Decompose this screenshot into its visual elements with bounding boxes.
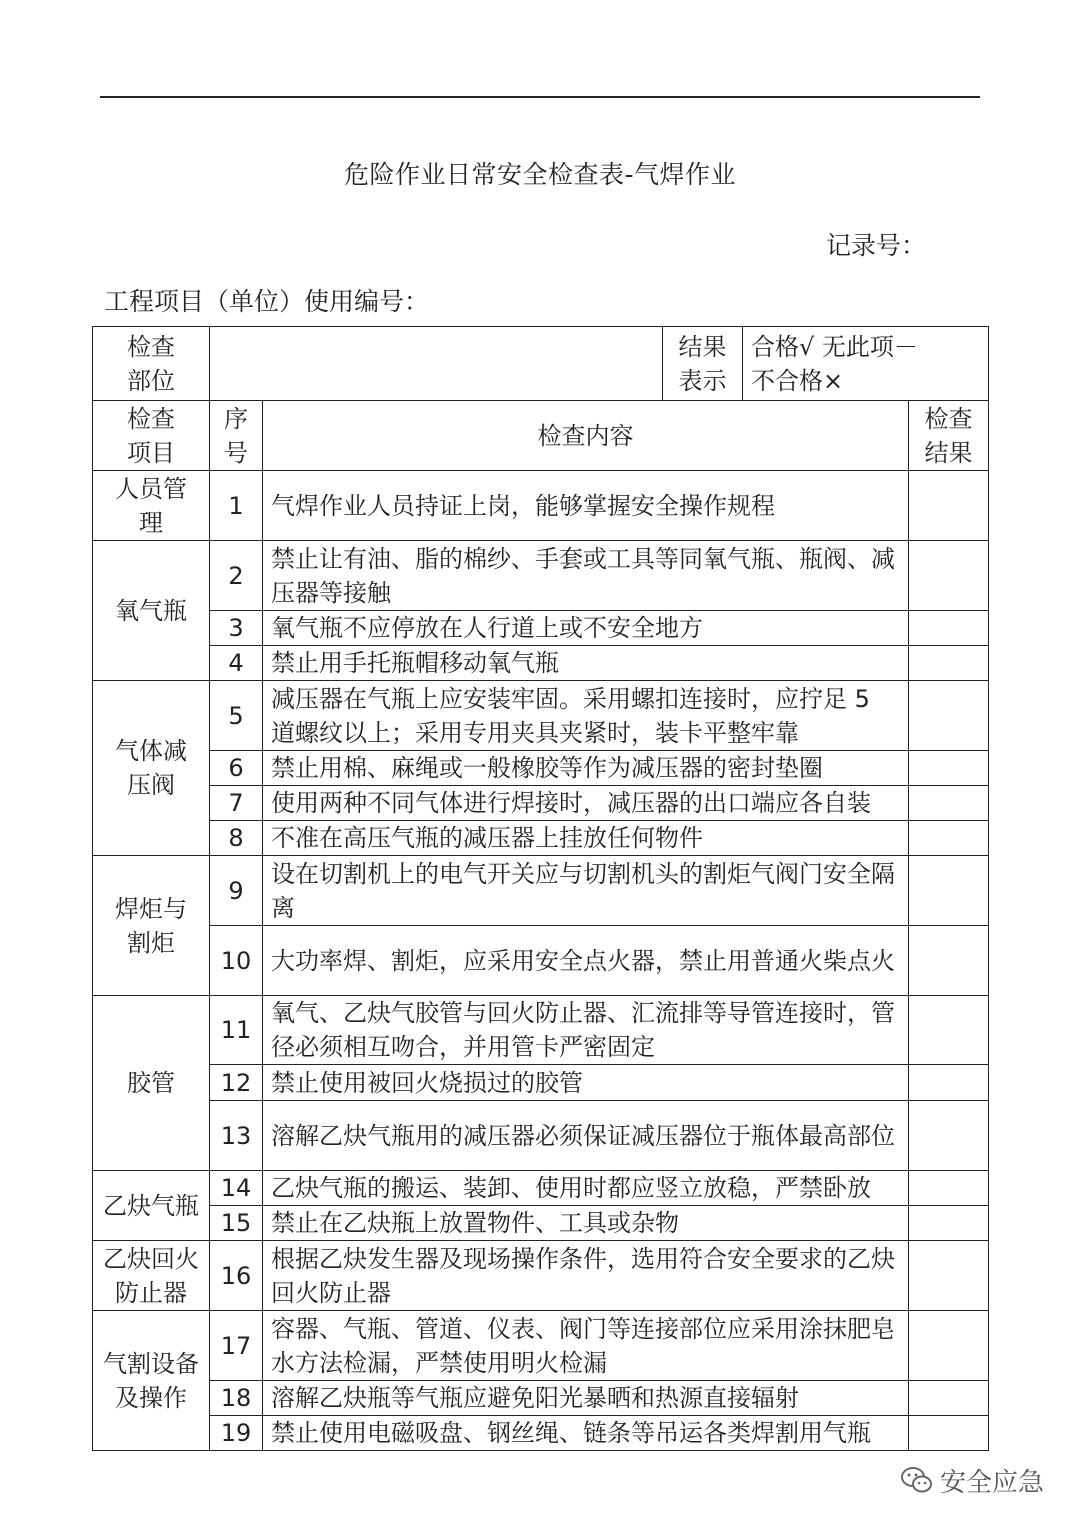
row-number: 5: [210, 681, 263, 751]
table-row: [93, 1171, 989, 1206]
table-row: [93, 1206, 989, 1241]
project-number-label: 工程项目（单位）使用编号：: [104, 287, 430, 316]
check-result-cell[interactable]: [909, 471, 989, 541]
watermark-text: 安全应急: [940, 1467, 1045, 1498]
top-rule: [100, 96, 980, 98]
table-row: [93, 751, 989, 786]
check-item-category: 人员管 理: [93, 471, 210, 541]
check-content: 禁止用棉、麻绳或一般橡胶等作为减压器的密封垫圈: [263, 751, 909, 786]
row-number: 10: [210, 926, 263, 996]
record-number-label: 记录号：: [826, 231, 927, 260]
check-item-category: 乙炔回火 防止器: [93, 1241, 210, 1311]
wechat-icon: [900, 1465, 934, 1495]
check-result-cell[interactable]: [909, 786, 989, 821]
row-number: 2: [210, 541, 263, 611]
check-result-cell[interactable]: [909, 1206, 989, 1241]
table-row: [93, 471, 989, 541]
check-item-category: 胶管: [93, 996, 210, 1171]
column-header-item: 检查 项目: [93, 401, 210, 471]
row-number: 18: [210, 1381, 263, 1416]
check-result-cell[interactable]: [909, 1065, 989, 1101]
result-legend: 合格√ 无此项－ 不合格×: [743, 327, 989, 401]
table-row: [93, 646, 989, 681]
check-content: 使用两种不同气体进行焊接时，减压器的出口端应各自装: [263, 786, 909, 821]
check-result-cell[interactable]: [909, 1416, 989, 1451]
check-content: 氧气瓶不应停放在人行道上或不安全地方: [263, 611, 909, 646]
check-content: 根据乙炔发生器及现场操作条件，选用符合安全要求的乙炔回火防止器: [263, 1241, 909, 1311]
check-result-cell[interactable]: [909, 996, 989, 1065]
check-item-category: 氧气瓶: [93, 541, 210, 681]
row-number: 11: [210, 996, 263, 1065]
watermark: [900, 1462, 1044, 1498]
table-row: [93, 821, 989, 856]
check-result-cell[interactable]: [909, 1101, 989, 1171]
table-row: [93, 1311, 989, 1381]
check-result-cell[interactable]: [909, 681, 989, 751]
check-content: 禁止在乙炔瓶上放置物件、工具或杂物: [263, 1206, 909, 1241]
inspection-table: [92, 326, 989, 1451]
check-content: 容器、气瓶、管道、仪表、阀门等连接部位应采用涂抹肥皂水方法检漏，严禁使用明火检漏: [263, 1311, 909, 1381]
check-result-cell[interactable]: [909, 1381, 989, 1416]
check-content: 乙炔气瓶的搬运、装卸、使用时都应竖立放稳，严禁卧放: [263, 1171, 909, 1206]
check-result-cell[interactable]: [909, 856, 989, 926]
column-header-content: 检查内容: [263, 401, 909, 471]
page-title: 危险作业日常安全检查表-气焊作业: [343, 160, 737, 189]
check-content: 减压器在气瓶上应安装牢固。采用螺扣连接时，应拧足 5 道螺纹以上；采用专用夹具夹紧时，装卡平整牢靠: [263, 681, 909, 751]
row-number: 14: [210, 1171, 263, 1206]
check-item-category: 气体减 压阀: [93, 681, 210, 856]
check-item-category: 乙炔气瓶: [93, 1171, 210, 1241]
check-result-cell[interactable]: [909, 751, 989, 786]
table-row: [93, 1241, 989, 1311]
header-row-columns: [93, 401, 989, 471]
row-number: 12: [210, 1065, 263, 1101]
location-label: 检查 部位: [93, 327, 210, 401]
row-number: 9: [210, 856, 263, 926]
check-content: 不准在高压气瓶的减压器上挂放任何物件: [263, 821, 909, 856]
row-number: 3: [210, 611, 263, 646]
row-number: 13: [210, 1101, 263, 1171]
check-content: 溶解乙炔瓶等气瓶应避免阳光暴晒和热源直接辐射: [263, 1381, 909, 1416]
result-legend-label: 结果 表示: [663, 327, 743, 401]
check-result-cell[interactable]: [909, 1171, 989, 1206]
row-number: 6: [210, 751, 263, 786]
row-number: 7: [210, 786, 263, 821]
check-content: 禁止让有油、脂的棉纱、手套或工具等同氧气瓶、瓶阀、减压器等接触: [263, 541, 909, 611]
row-number: 17: [210, 1311, 263, 1381]
check-result-cell[interactable]: [909, 926, 989, 996]
check-content: 禁止使用电磁吸盘、钢丝绳、链条等吊运各类焊割用气瓶: [263, 1416, 909, 1451]
check-result-cell[interactable]: [909, 1241, 989, 1311]
location-value-field[interactable]: [210, 327, 663, 401]
row-number: 4: [210, 646, 263, 681]
check-result-cell[interactable]: [909, 1311, 989, 1381]
check-content: 氧气、乙炔气胶管与回火防止器、汇流排等导管连接时，管径必须相互吻合，并用管卡严密固定: [263, 996, 909, 1065]
check-result-cell[interactable]: [909, 821, 989, 856]
table-row: [93, 541, 989, 611]
table-row: [93, 856, 989, 926]
table-row: [93, 611, 989, 646]
row-number: 16: [210, 1241, 263, 1311]
row-number: 1: [210, 471, 263, 541]
check-result-cell[interactable]: [909, 611, 989, 646]
header-row-location: [93, 327, 989, 401]
table-row: [93, 996, 989, 1065]
check-content: 禁止用手托瓶帽移动氧气瓶: [263, 646, 909, 681]
table-row: [93, 681, 989, 751]
table-row: [93, 1101, 989, 1171]
check-content: 禁止使用被回火烧损过的胶管: [263, 1065, 909, 1101]
row-number: 15: [210, 1206, 263, 1241]
check-content: 溶解乙炔气瓶用的减压器必须保证减压器位于瓶体最高部位: [263, 1101, 909, 1171]
row-number: 19: [210, 1416, 263, 1451]
column-header-seq: 序 号: [210, 401, 263, 471]
check-item-category: 焊炬与 割炬: [93, 856, 210, 996]
column-header-result: 检查 结果: [909, 401, 989, 471]
check-result-cell[interactable]: [909, 646, 989, 681]
check-item-category: 气割设备 及操作: [93, 1311, 210, 1451]
table-row: [93, 1416, 989, 1451]
check-content: 气焊作业人员持证上岗，能够掌握安全操作规程: [263, 471, 909, 541]
check-content: 大功率焊、割炬，应采用安全点火器，禁止用普通火柴点火: [263, 926, 909, 996]
table-row: [93, 1381, 989, 1416]
check-content: 设在切割机上的电气开关应与切割机头的割炬气阀门安全隔离: [263, 856, 909, 926]
table-row: [93, 786, 989, 821]
check-result-cell[interactable]: [909, 541, 989, 611]
table-row: [93, 926, 989, 996]
table-row: [93, 1065, 989, 1101]
row-number: 8: [210, 821, 263, 856]
